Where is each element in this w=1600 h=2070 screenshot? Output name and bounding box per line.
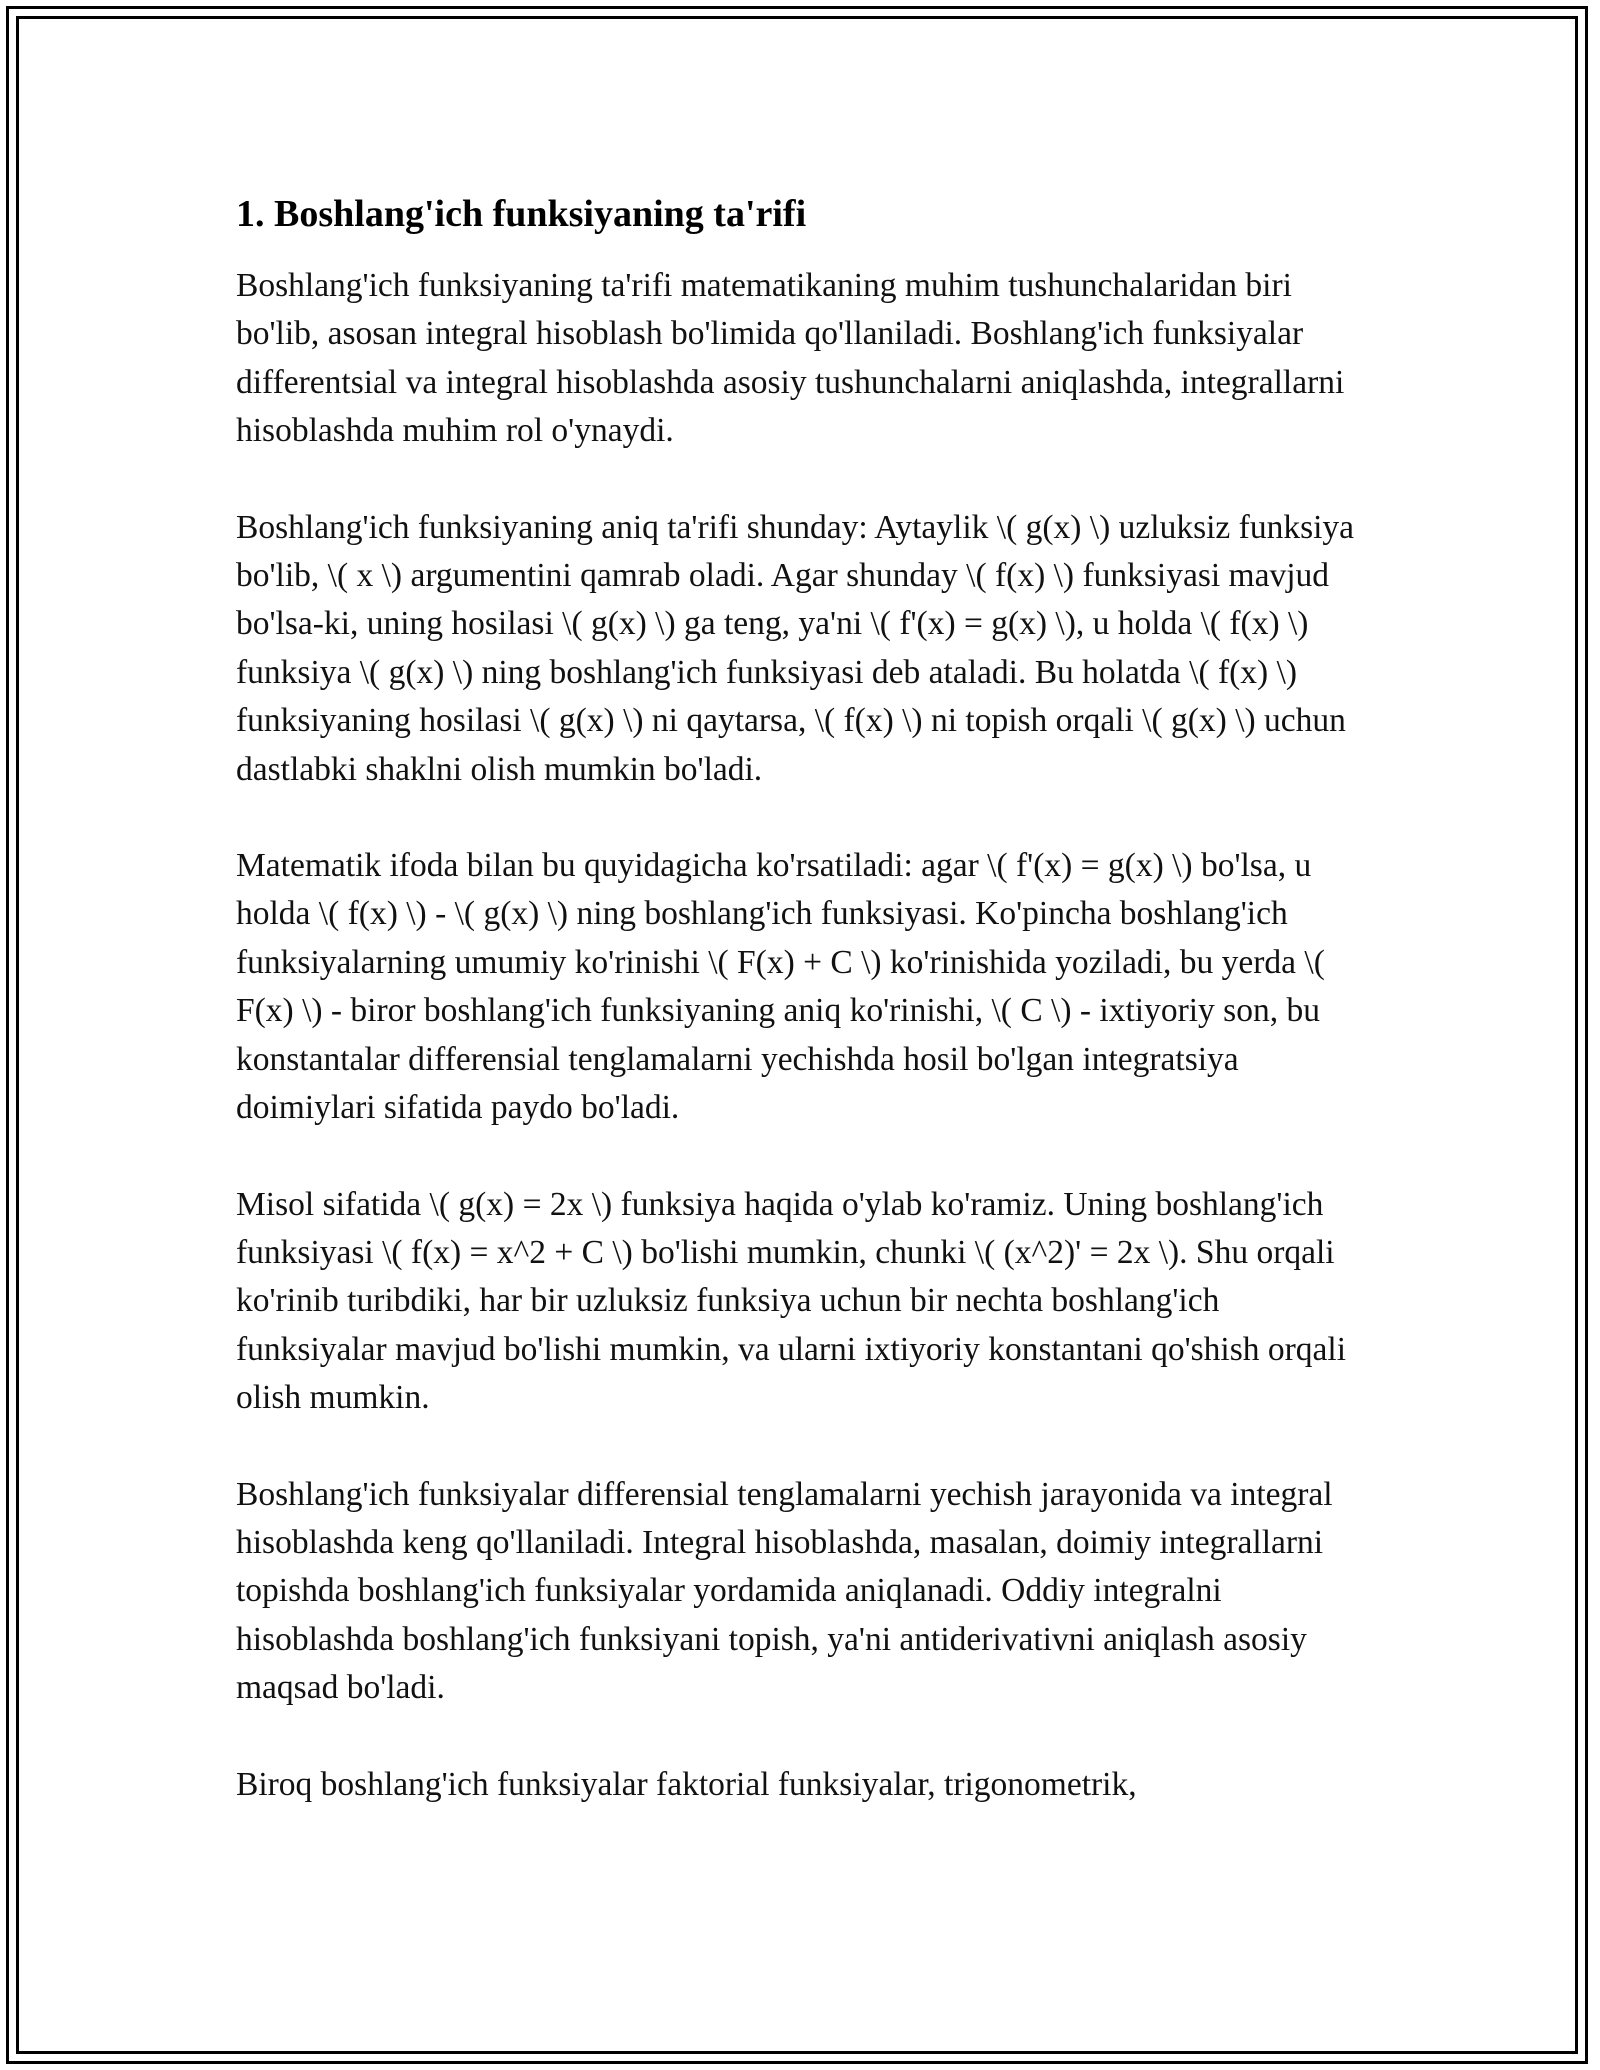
paragraph-definition-intro: Boshlang'ich funksiyaning ta'rifi matematikaning muhim tushunchalaridan biri bo'lib, asosan integral hisoblash bo'limida qo'llaniladi. Boshlang'ich funksiyalar differentsial va integral hisoblashda asosiy tushunchalarni aniqlashda, integrallarni hisoblashda muhim rol o'ynaydi.: [236, 267, 1345, 450]
paragraph-example: Misol sifatida \( g(x) = 2x \) funksiya haqida o'ylab ko'ramiz. Uning boshlang'ich funksiyasi \( f(x) = x^2 + C \) bo'lishi mumkin, chunki \( (x^2)' = 2x \). Shu orqali ko'rinib turibdiki, har bir uzluksiz funksiya uchun bir nechta boshlang'ich funksiyalar mavjud bo'lishi mumkin, va ularni ixtiyoriy konstantani qo'shish orqali olish mumkin.: [236, 1185, 1346, 1417]
document-body: [236, 186, 1366, 1857]
paragraph-precise-definition: Boshlang'ich funksiyaning aniq ta'rifi shunday: Aytaylik \( g(x) \) uzluksiz funksiya bo'lib, \( x \) argumentini qamrab oladi. Agar shunday \( f(x) \) funksiyasi mavjud bo'lsa-ki, uning hosilasi \( g(x) \) ga teng, ya'ni \( f'(x) = g(x) \), u holda \( f(x) \) funksiya \( g(x) \) ning boshlang'ich funksiyasi deb ataladi. Bu holatda \( f(x) \) funksiyaning hosilasi \( g(x) \) ni qaytarsa, \( f(x) \) ni topish orqali \( g(x) \) uchun dastlabki shaklni olish mumkin bo'ladi.: [236, 508, 1355, 788]
paragraph-continuation: Biroq boshlang'ich funksiyalar faktorial funksiyalar, trigonometrik,: [236, 1765, 1137, 1803]
section-heading: 1. Boshlang'ich funksiyaning ta'rifi: [236, 193, 807, 235]
paragraph-mathematical-expression: Matematik ifoda bilan bu quyidagicha ko'rsatiladi: agar \( f'(x) = g(x) \) bo'lsa, u holda \( f(x) \) - \( g(x) \) ning boshlang'ich funksiyasi. Ko'pincha boshlang'ich funksiyalarning umumiy ko'rinishi \( F(x) + C \) ko'rinishida yoziladi, bu yerda \( F(x) \) - biror boshlang'ich funksiyaning aniq ko'rinishi, \( C \) - ixtiyoriy son, bu konstantalar differensial tenglamalarni yechishda hosil bo'lgan integratsiya doimiylari sifatida paydo bo'ladi.: [236, 847, 1325, 1127]
paragraph-applications: Boshlang'ich funksiyalar differensial tenglamalarni yechish jarayonida va integral hisoblashda keng qo'llaniladi. Integral hisoblashda, masalan, doimiy integrallarni topishda boshlang'ich funksiyalar yordamida aniqlanadi. Oddiy integralni hisoblashda boshlang'ich funksiyani topish, ya'ni antiderivativni aniqlash asosiy maqsad bo'ladi.: [236, 1475, 1333, 1707]
